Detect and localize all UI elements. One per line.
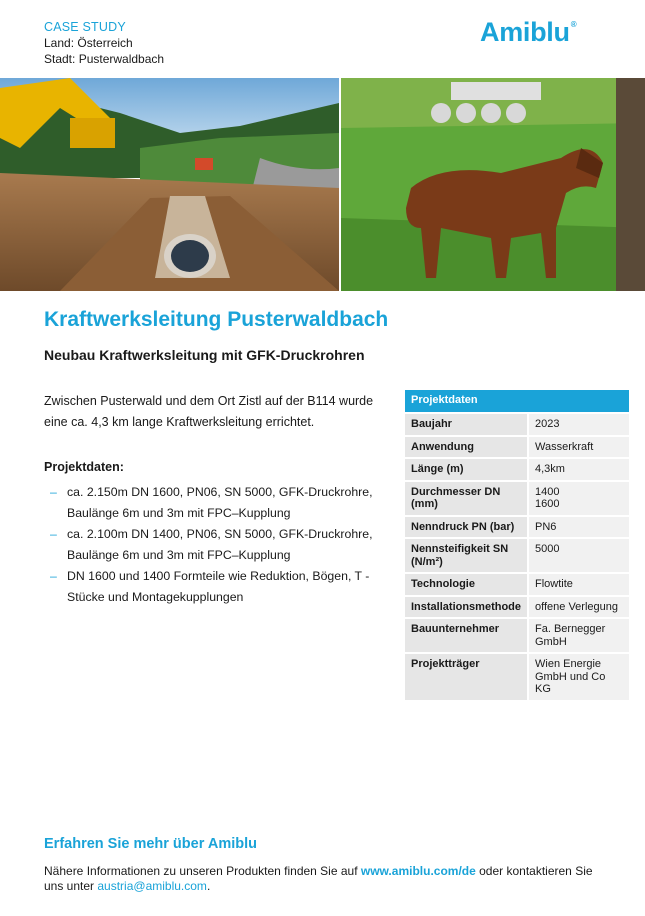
photo-pipe-trench — [0, 78, 339, 291]
country-label: Land: Österreich — [44, 36, 133, 50]
table-row — [405, 654, 629, 700]
website-link[interactable]: www.amiblu.com/de — [360, 864, 476, 878]
table-row — [405, 619, 629, 652]
table-value: 4,3km — [529, 459, 629, 480]
table-value: PN6 — [529, 517, 629, 538]
table-row — [405, 574, 629, 595]
email-link[interactable]: austria@amiblu.com — [97, 879, 207, 893]
table-key: Bauunternehmer — [405, 619, 527, 652]
horse-image — [341, 78, 645, 291]
table-value: 1400 1600 — [529, 482, 629, 515]
city-label: Stadt: Pusterwaldbach — [44, 52, 165, 66]
list-item — [50, 566, 390, 607]
footer-heading: Erfahren Sie mehr über Amiblu — [44, 836, 257, 852]
table-key: Projektträger — [405, 654, 527, 700]
page-subtitle: Neubau Kraftwerksleitung mit GFK-Druckrohren — [44, 347, 365, 363]
table-header: Projektdaten — [405, 390, 629, 412]
list-bullet: – — [50, 527, 57, 541]
table-row — [405, 597, 629, 618]
table-value: Flowtite — [529, 574, 629, 595]
list-item-text: ca. 2.150m DN 1600, PN06, SN 5000, GFK-Druckrohre, Baulänge 6m und 3m mit FPC–Kupplung — [67, 485, 373, 520]
list-bullet: – — [50, 569, 57, 583]
footer-text-before: Nähere Informationen zu unseren Produkten finden Sie auf — [44, 864, 361, 878]
table-key: Baujahr — [405, 414, 527, 435]
project-data-table — [405, 390, 629, 702]
table-row — [405, 459, 629, 480]
table-key: Technologie — [405, 574, 527, 595]
table-key: Durchmesser DN (mm) — [405, 482, 527, 515]
project-data-list — [50, 482, 390, 608]
list-bullet: – — [50, 485, 57, 499]
amiblu-logo — [480, 17, 576, 48]
table-row — [405, 482, 629, 515]
table-value: Wien Energie GmbH und Co KG — [529, 654, 629, 700]
footer-text-middle: oder kontaktieren Sie uns unter — [44, 864, 593, 893]
pipe-trench-image — [0, 78, 339, 291]
footer-text-after: . — [206, 879, 211, 893]
case-study-label: CASE STUDY — [44, 20, 126, 34]
list-item — [50, 482, 390, 523]
table-key: Nennsteifigkeit SN (N/m²) — [405, 539, 527, 572]
logo-text: Amiblu — [480, 17, 570, 47]
footer-text — [44, 864, 604, 894]
table-key: Installationsmethode — [405, 597, 527, 618]
table-value: Fa. Bernegger GmbH — [529, 619, 629, 652]
table-row — [405, 437, 629, 458]
table-value: 2023 — [529, 414, 629, 435]
table-key: Anwendung — [405, 437, 527, 458]
table-key: Länge (m) — [405, 459, 527, 480]
table-row — [405, 414, 629, 435]
intro-paragraph: Zwischen Pusterwald und dem Ort Zistl auf der B114 wurde eine ca. 4,3 km lange Kraftwerksleitung errichtet. — [44, 394, 374, 429]
table-value: Wasserkraft — [529, 437, 629, 458]
list-item — [50, 524, 390, 565]
project-data-heading: Projektdaten: — [44, 460, 124, 474]
table-value: offene Verlegung — [529, 597, 629, 618]
list-item-text: DN 1600 und 1400 Formteile wie Reduktion, Bögen, T - Stücke und Montagekupplungen — [67, 569, 370, 604]
table-key: Nenndruck PN (bar) — [405, 517, 527, 538]
logo-registered-mark: ® — [570, 20, 577, 29]
table-row — [405, 539, 629, 572]
page-title: Kraftwerksleitung Pusterwaldbach — [44, 308, 389, 331]
table-row — [405, 517, 629, 538]
photo-horse — [341, 78, 645, 291]
table-value: 5000 — [529, 539, 629, 572]
list-item-text: ca. 2.100m DN 1400, PN06, SN 5000, GFK-Druckrohre, Baulänge 6m und 3m mit FPC–Kupplung — [67, 527, 373, 562]
